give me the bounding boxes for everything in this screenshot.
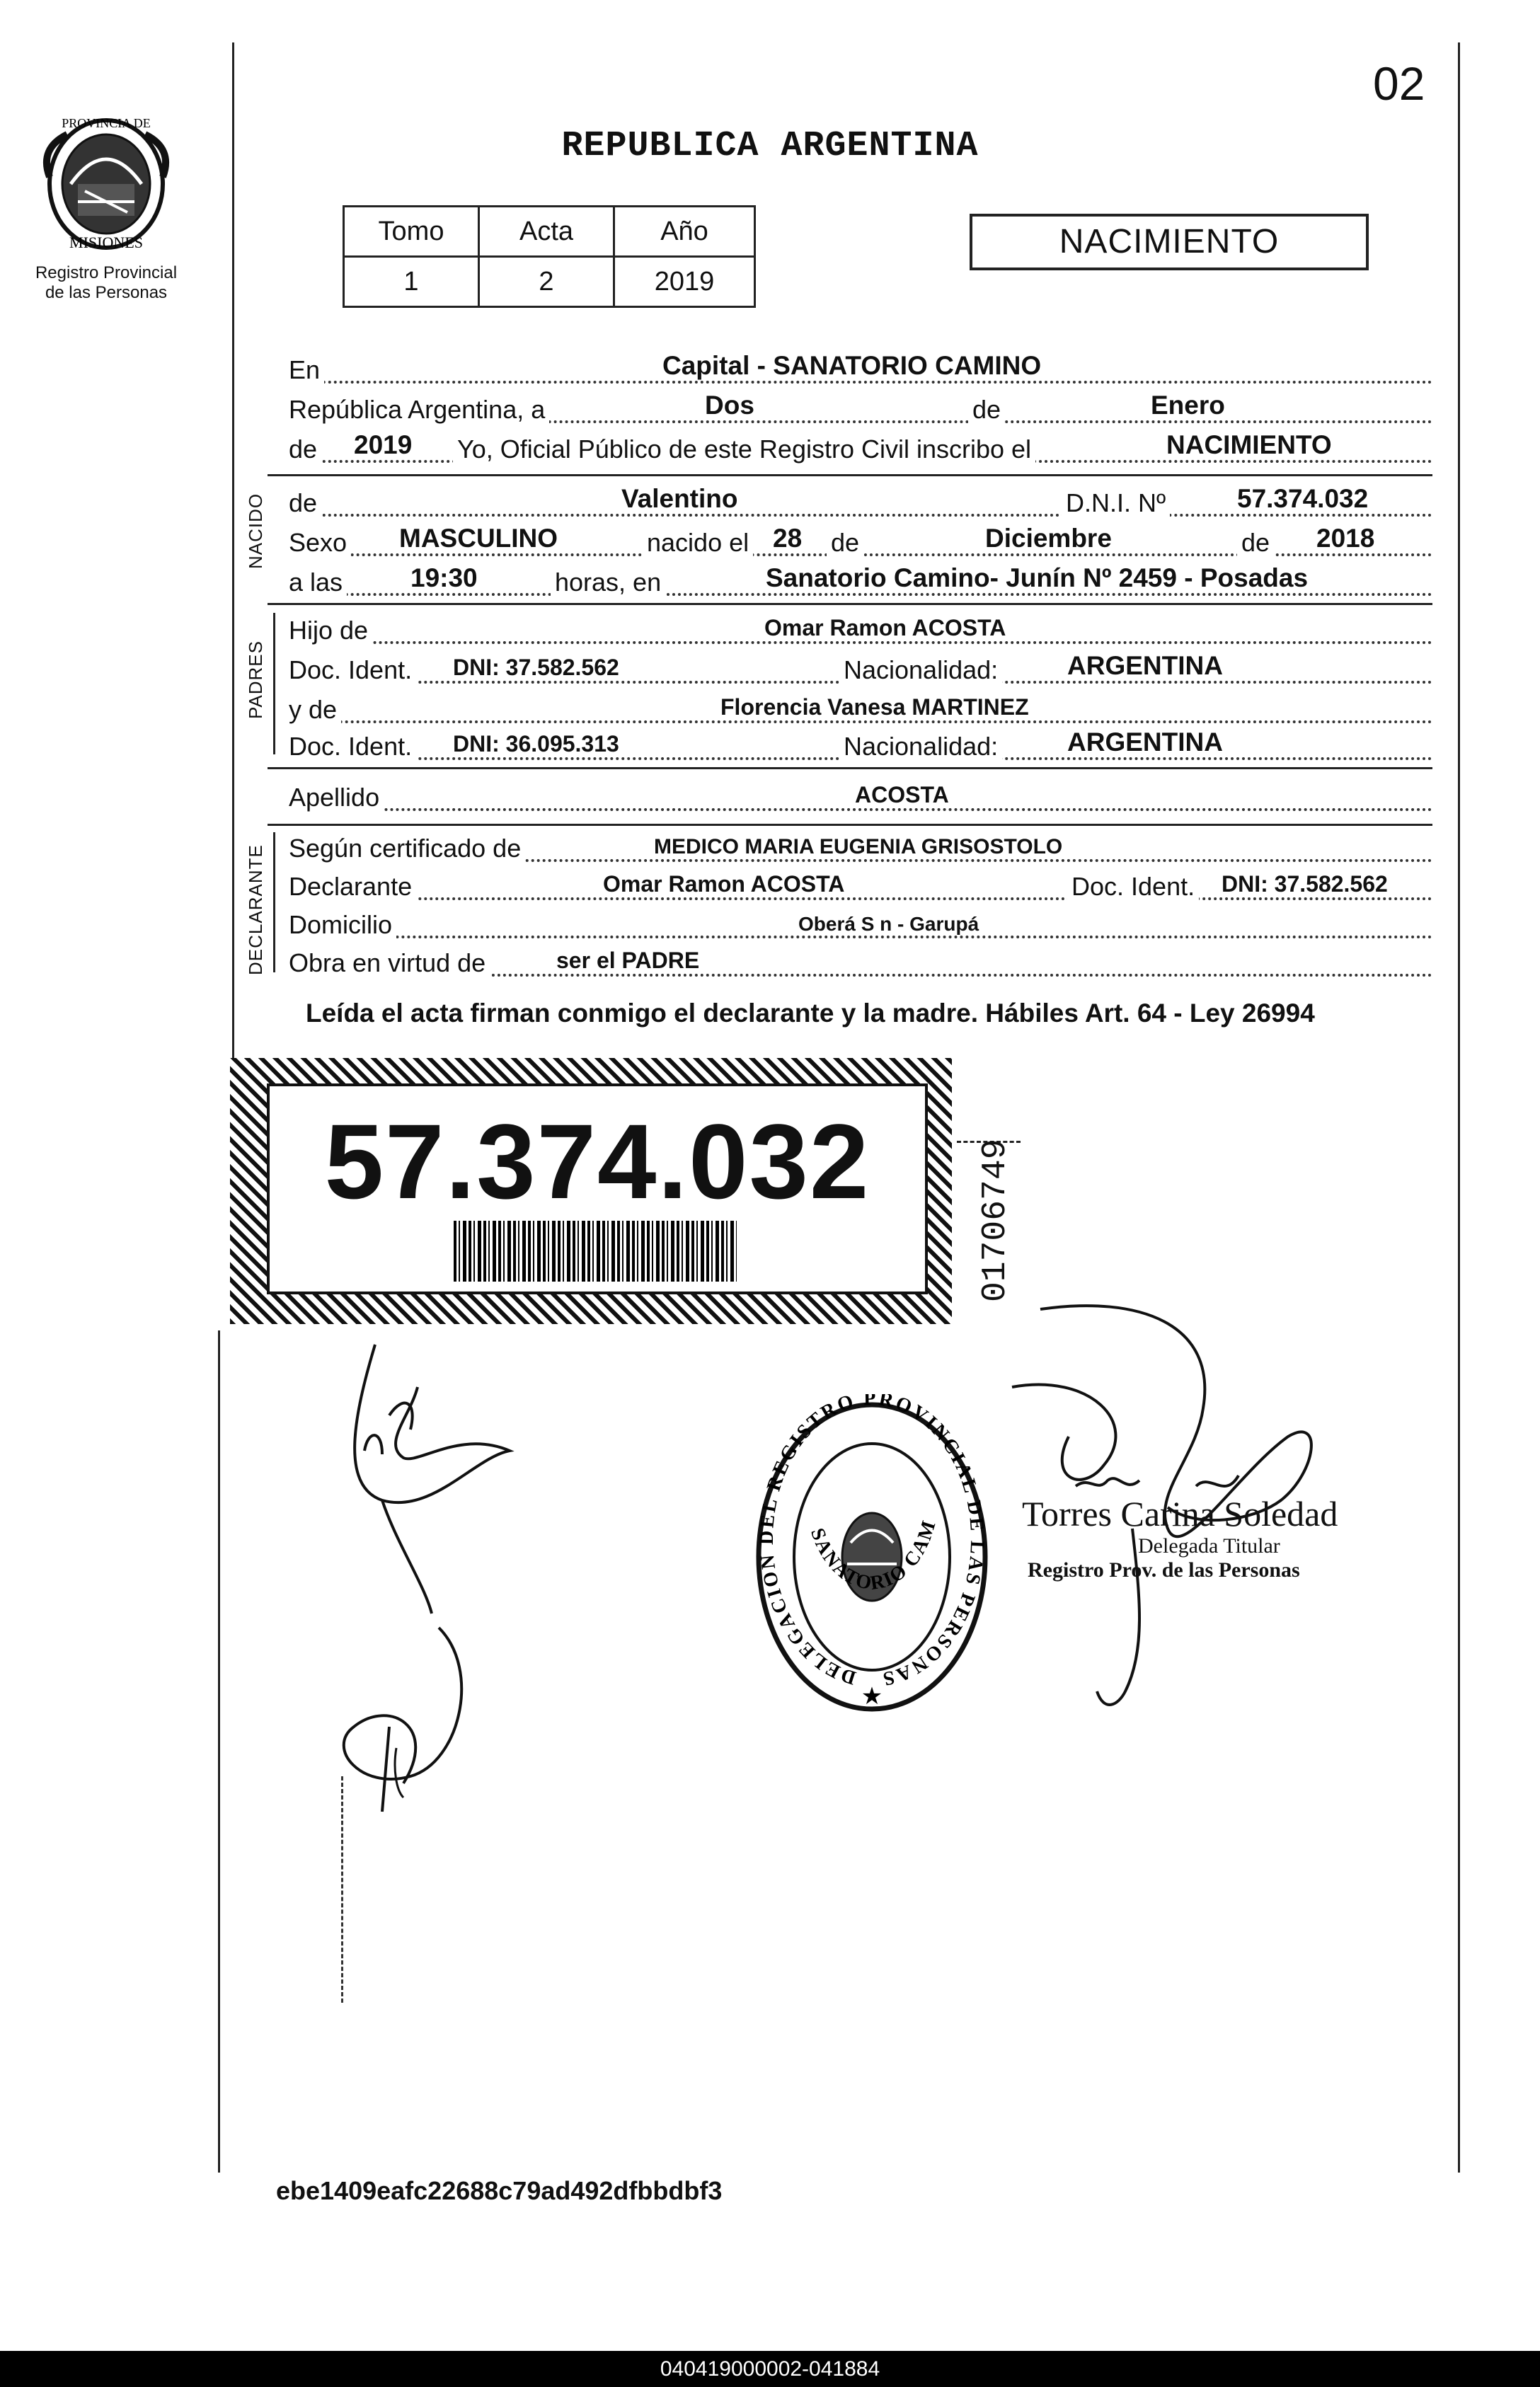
- footer-code-bar: 040419000002-041884: [0, 2351, 1540, 2387]
- seal-ring-text: DELEGACION DEL REGISTRO PROVINCIAL DE LAS PERSONAS: [755, 1394, 989, 1691]
- value-anio-nac: 2018: [1316, 524, 1375, 553]
- value-inscribo: NACIMIENTO: [1166, 430, 1332, 459]
- value-hora: 19:30: [410, 563, 478, 592]
- label-domicilio: Domicilio: [289, 910, 396, 940]
- header-tomo: Tomo: [344, 207, 479, 257]
- svg-text:★: ★: [861, 1682, 883, 1710]
- value-lugar-nac: Sanatorio Camino- Junín Nº 2459 - Posadas: [766, 563, 1309, 592]
- row-madre-doc: [289, 725, 1432, 764]
- value-dia-nac: 28: [773, 524, 803, 553]
- label-doc-declarante: Doc. Ident.: [1067, 872, 1199, 902]
- record-type-box: NACIMIENTO: [970, 214, 1369, 270]
- section-label-declarante: DECLARANTE: [245, 844, 266, 975]
- value-tomo: 1: [344, 257, 479, 307]
- registry-table-values: [344, 257, 755, 307]
- row-padre-doc: [289, 648, 1432, 688]
- document-title: REPUBLICA ARGENTINA: [561, 126, 979, 166]
- label-a-las: a las: [289, 568, 347, 597]
- row-inscripcion: [289, 427, 1432, 467]
- value-apellido: ACOSTA: [855, 782, 949, 807]
- logo-caption-line1: Registro Provincial: [35, 263, 178, 282]
- divider-padres-top: [268, 603, 1432, 605]
- signature-declarante: [297, 1330, 524, 1826]
- label-y-de: y de: [289, 695, 341, 725]
- document-hash: ebe1409eafc22688c79ad492dfbbdbf3: [276, 2176, 723, 2205]
- padres-bracket: [273, 613, 275, 754]
- logo-text-top: PROVINCIA DE: [62, 116, 151, 130]
- label-doc-madre: Doc. Ident.: [289, 732, 416, 761]
- label-apellido: Apellido: [289, 783, 384, 812]
- row-padre: [289, 609, 1432, 648]
- right-margin-line: [1458, 42, 1460, 2173]
- section-label-padres: PADRES: [245, 640, 266, 719]
- page-number: 02: [1373, 57, 1425, 110]
- official-name: Torres Carina Soledad: [1022, 1494, 1338, 1534]
- label-republica: República Argentina, a: [289, 395, 549, 425]
- value-padre: Omar Ramon ACOSTA: [764, 615, 1006, 640]
- dni-stamp: [230, 1058, 952, 1324]
- value-mes-nac: Diciembre: [985, 524, 1112, 553]
- value-domicilio: Oberá S n - Garupá: [798, 913, 979, 935]
- value-dia-acta: Dos: [705, 391, 754, 420]
- label-de-nombre: de: [289, 488, 321, 518]
- row-certificado: [289, 827, 1432, 866]
- province-logo: [35, 106, 177, 255]
- label-obra: Obra en virtud de: [289, 948, 490, 978]
- row-apellido: [289, 776, 1432, 815]
- value-madre-doc: DNI: 36.095.313: [453, 731, 619, 757]
- value-anio: 2019: [614, 257, 755, 307]
- label-de-mes: de: [968, 395, 1005, 425]
- registry-table-header: [344, 207, 755, 257]
- label-de-mes-nac: de: [827, 528, 863, 558]
- official-role: Delegada Titular: [1138, 1534, 1280, 1558]
- registry-table: [343, 205, 756, 308]
- value-madre: Florencia Vanesa MARTINEZ: [720, 694, 1029, 720]
- label-nac-padre: Nacionalidad:: [839, 655, 1002, 685]
- label-en: En: [289, 355, 324, 385]
- label-dni: D.N.I. Nº: [1062, 488, 1170, 518]
- row-declarante: [289, 865, 1432, 904]
- value-doc-declarante: DNI: 37.582.562: [1222, 871, 1388, 897]
- value-certificado: MEDICO MARIA EUGENIA GRISOSTOLO: [654, 835, 1063, 858]
- logo-caption: [14, 263, 198, 303]
- label-nacido-el: nacido el: [643, 528, 753, 558]
- value-acta: 2: [479, 257, 614, 307]
- value-obra: ser el PADRE: [556, 948, 700, 973]
- value-dni: 57.374.032: [1237, 484, 1369, 513]
- row-hora-lugar: [289, 560, 1432, 600]
- reading-note: Leída el acta firman conmigo el declarante y la madre. Hábiles Art. 64 - Ley 26994: [306, 999, 1315, 1028]
- value-mes-acta: Enero: [1151, 391, 1225, 420]
- value-padre-nac: ARGENTINA: [1067, 651, 1223, 680]
- divider-declarante-top: [268, 824, 1432, 826]
- row-madre: [289, 688, 1432, 727]
- label-certificado: Según certificado de: [289, 834, 525, 863]
- row-lugar: [289, 348, 1432, 388]
- header-acta: Acta: [479, 207, 614, 257]
- row-nombre: [289, 481, 1432, 521]
- left-margin-line-lower: [218, 1330, 220, 2173]
- label-nac-madre: Nacionalidad:: [839, 732, 1002, 761]
- left-margin-line: [232, 42, 234, 1065]
- label-sexo: Sexo: [289, 528, 351, 558]
- dashed-margin-line: [341, 1776, 343, 2003]
- label-de-anio: de: [289, 435, 321, 464]
- seal-center-text: SANATORIO CAM: [805, 1517, 941, 1595]
- logo-text-bottom: MISIONES: [69, 234, 143, 251]
- row-sexo: [289, 521, 1432, 560]
- label-inscribo: Yo, Oficial Público de este Registro Civil inscribo el: [453, 435, 1035, 464]
- label-horas-en: horas, en: [551, 568, 665, 597]
- dni-stamp-inner: [267, 1083, 928, 1294]
- header-anio: Año: [614, 207, 755, 257]
- divider-apellido-top: [268, 767, 1432, 769]
- section-label-nacido: NACIDO: [245, 493, 266, 569]
- logo-caption-line2: de las Personas: [45, 283, 168, 302]
- value-sexo: MASCULINO: [399, 524, 558, 553]
- label-hijo-de: Hijo de: [289, 616, 372, 645]
- value-madre-nac: ARGENTINA: [1067, 727, 1223, 757]
- official-seal: [752, 1394, 992, 1720]
- row-domicilio: [289, 903, 1432, 943]
- value-nombre: Valentino: [621, 484, 738, 513]
- row-obra: [289, 941, 1432, 981]
- label-declarante: Declarante: [289, 872, 416, 902]
- row-fecha-acta: [289, 388, 1432, 427]
- divider-nacido-top: [268, 474, 1432, 476]
- value-padre-doc: DNI: 37.582.562: [453, 655, 619, 680]
- dni-barcode: [454, 1221, 737, 1282]
- value-declarante: Omar Ramon ACOSTA: [603, 871, 845, 897]
- declarante-bracket: [273, 832, 275, 972]
- value-anio-acta: 2019: [354, 430, 413, 459]
- dni-serial: 01706749: [977, 1139, 1015, 1302]
- label-doc-padre: Doc. Ident.: [289, 655, 416, 685]
- official-office: Registro Prov. de las Personas: [1028, 1558, 1300, 1582]
- value-lugar: Capital - SANATORIO CAMINO: [662, 351, 1042, 380]
- dni-stamp-number: 57.374.032: [324, 1102, 870, 1221]
- label-de-anio-nac: de: [1237, 528, 1274, 558]
